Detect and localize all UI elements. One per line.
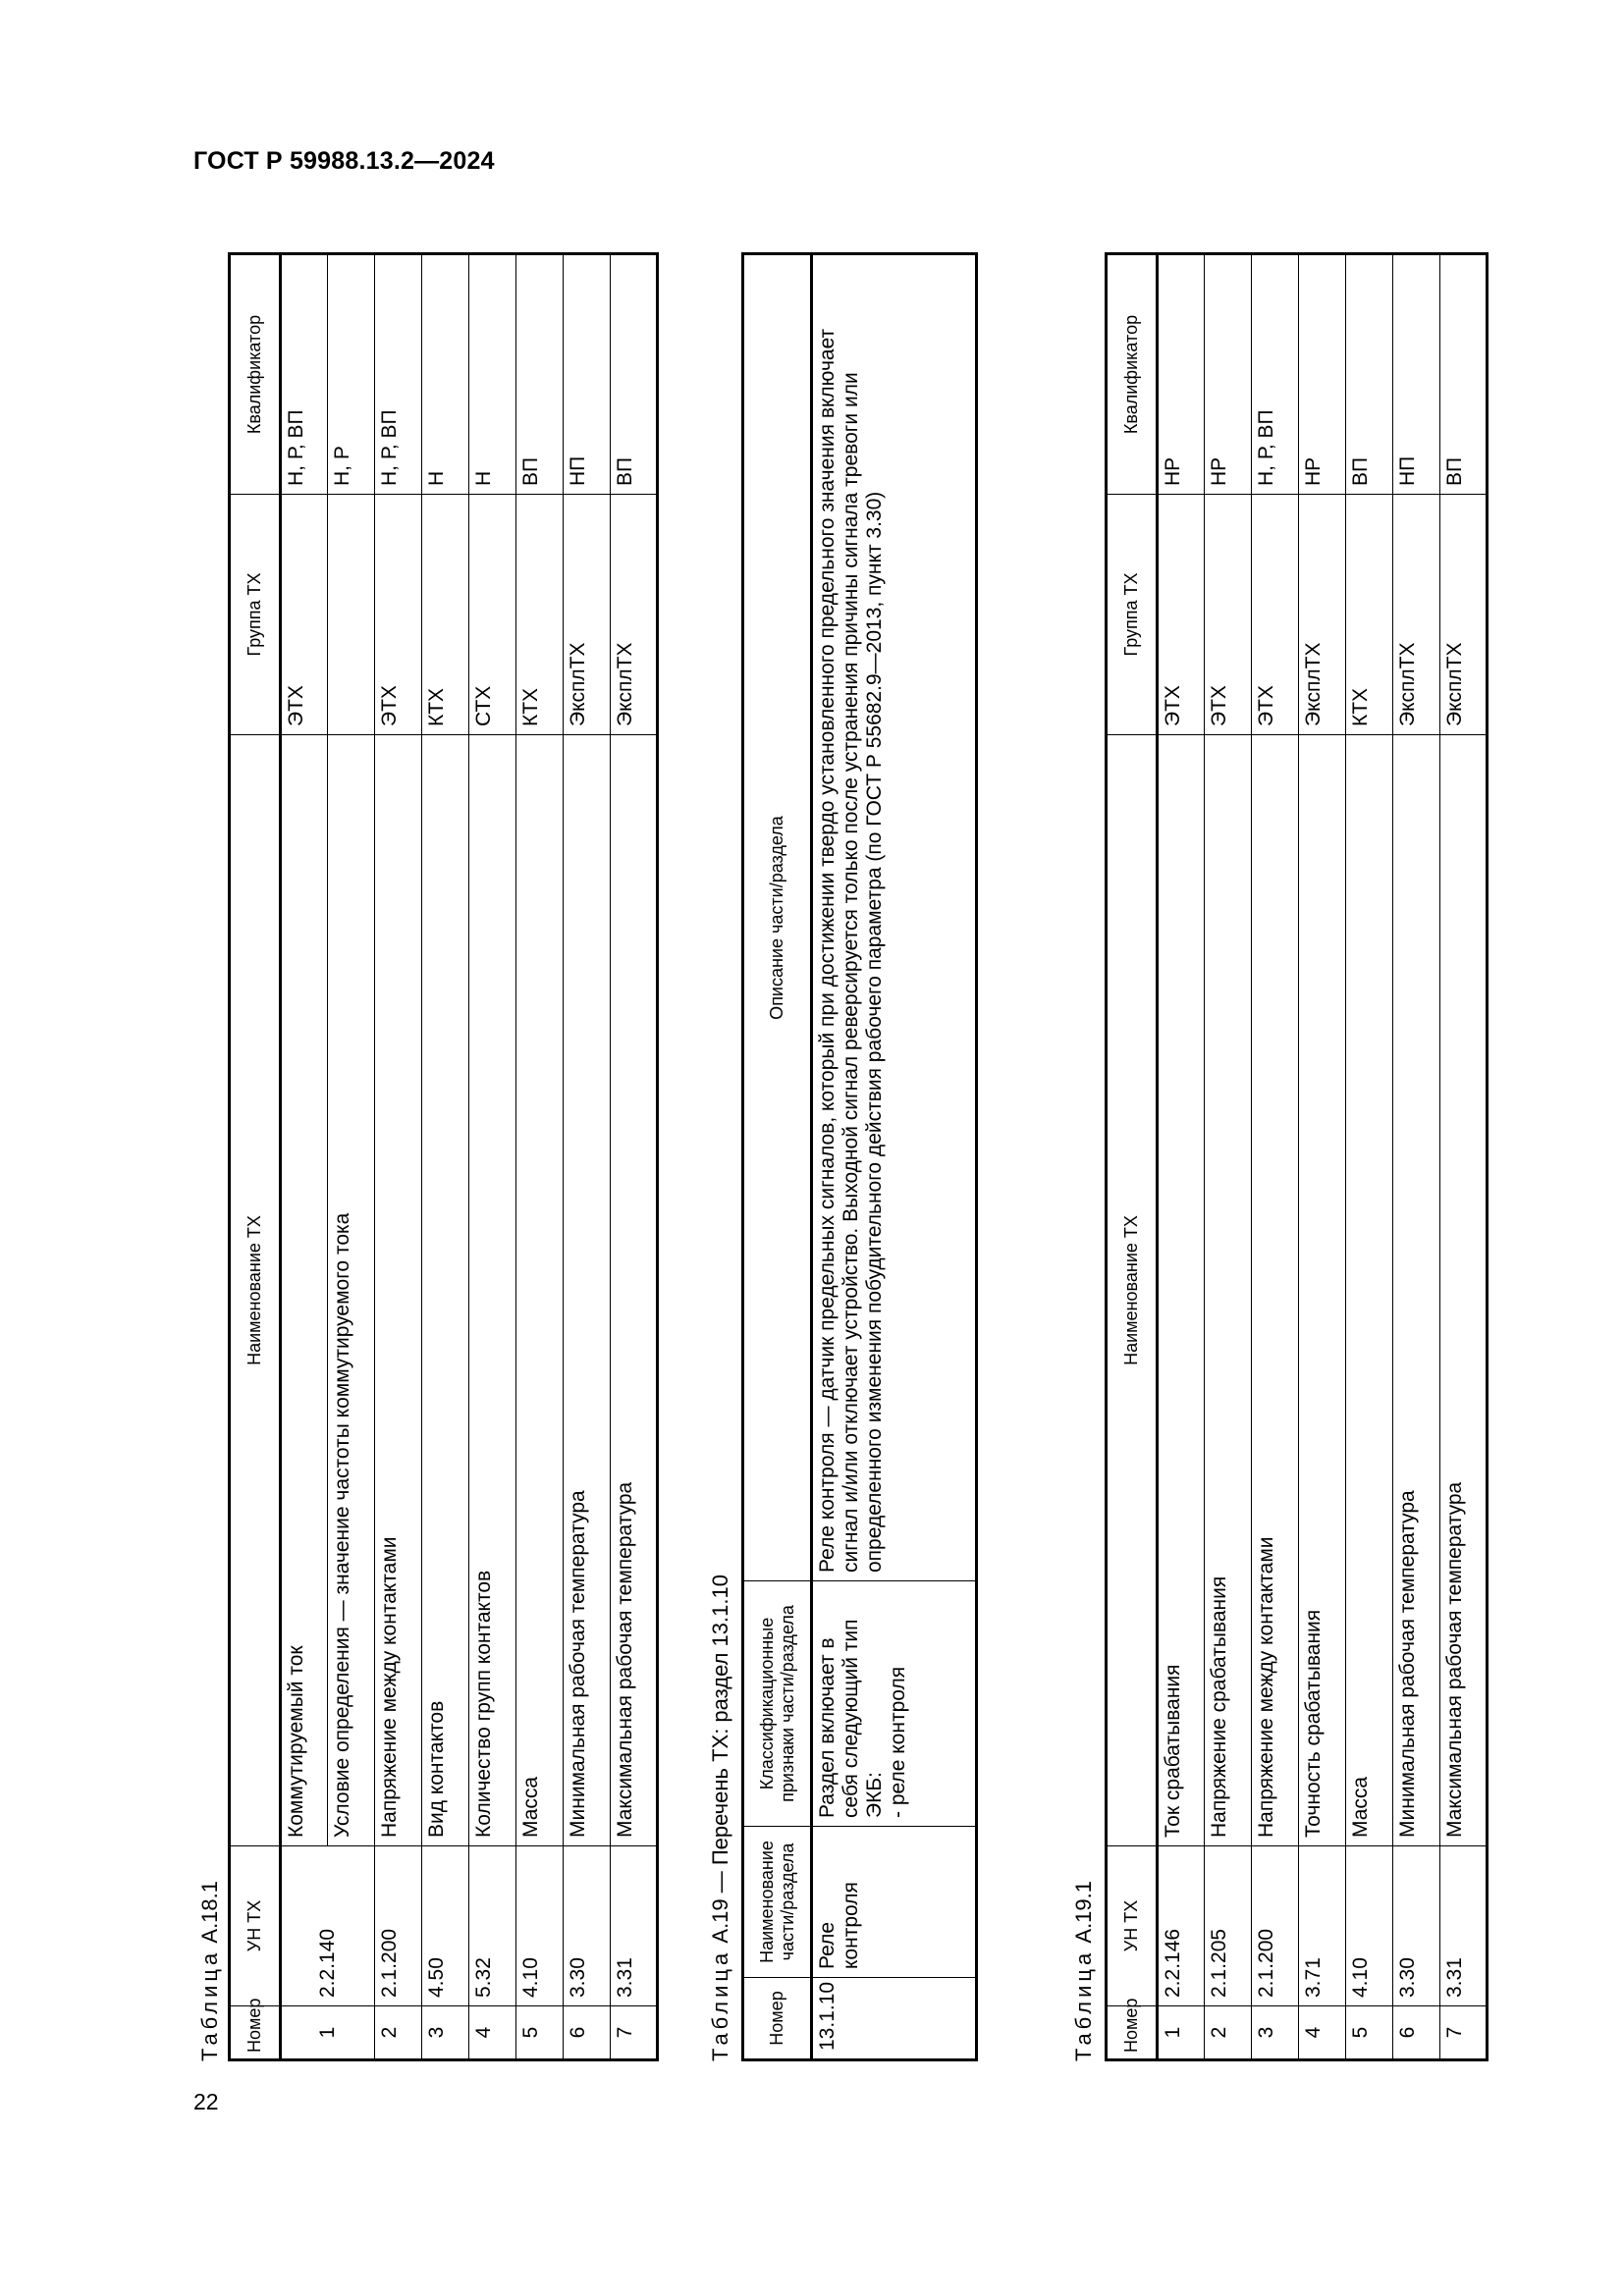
page-number: 22: [193, 2089, 219, 2114]
caption-a19: Таблица А.19 — Перечень ТХ: раздел 13.1.10: [708, 1575, 732, 2061]
header-num: Номер: [230, 2006, 281, 2060]
table-row: 6 3.30 Минимальная рабочая температура ЭксплТХ НП: [1393, 254, 1440, 2060]
header-group: Группа ТХ: [1107, 495, 1158, 735]
header-num: Номер: [1107, 2006, 1158, 2060]
header-code: УН ТХ: [230, 1846, 281, 2006]
table-row: 5 4.10 Масса КТХ ВП: [516, 254, 564, 2060]
table-row: 2 2.1.200 Напряжение между контактами ЭТХ Н, Р, ВП: [375, 254, 422, 2060]
header-description: Описание части/раздела: [743, 254, 812, 1581]
table-row: Условие определения — значение частоты коммутируемого тока Н, Р: [328, 254, 375, 2060]
signs-cell: Раздел включает в себя следующий тип ЭКБ: - реле контроля: [812, 1581, 977, 1827]
table-row: 6 3.30 Минимальная рабочая температура ЭксплТХ НП: [564, 254, 611, 2060]
header-name: Наименование ТХ: [1107, 735, 1158, 1846]
header-group: Группа ТХ: [230, 495, 281, 735]
table-a18-1: [228, 252, 659, 2061]
table-a19-1: [1105, 252, 1489, 2061]
header-num: Номер: [743, 1978, 812, 2060]
header-code: УН ТХ: [1107, 1846, 1158, 2006]
document-code: ГОСТ Р 59988.13.2—2024: [193, 147, 495, 175]
table-row: 4 3.71 Точность срабатывания ЭксплТХ НР: [1299, 254, 1346, 2060]
header-part-name: Наименование части/раздела: [743, 1827, 812, 1978]
table-row: 7 3.31 Максимальная рабочая температура ЭксплТХ ВП: [1440, 254, 1488, 2060]
table-row: 5 4.10 Масса КТХ ВП: [1346, 254, 1393, 2060]
header-qual: Квалификатор: [230, 254, 281, 495]
table-a19: [741, 252, 978, 2061]
table-row: 3 2.1.200 Напряжение между контактами ЭТХ Н, Р, ВП: [1252, 254, 1299, 2060]
table-row: 2 2.1.205 Напряжение срабатывания ЭТХ НР: [1205, 254, 1252, 2060]
table-row: 3 4.50 Вид контактов КТХ Н: [422, 254, 469, 2060]
rotated-content: [196, 226, 1542, 2061]
table-row: 7 3.31 Максимальная рабочая температура ЭксплТХ ВП: [611, 254, 658, 2060]
table-row: 1 2.2.140 Коммутируемый ток ЭТХ Н, Р, ВП: [281, 254, 328, 2060]
header-signs: Классификационные признаки части/раздела: [743, 1581, 812, 1827]
caption-a18-1: Таблица А.18.1: [197, 1881, 222, 2061]
table-row: 13.1.10 Реле контроля Раздел включает в себя следующий тип ЭКБ: - реле контроля Реле контроля — датчик предельных сигналов, который при достижении твердо установленного предельного значения включает сигнал и/или отключает устройство. Выходной сигнал реверсируется только после устранения причины сигнала тревоги или определенного изменения побудительного действия рабочего параметра (по ГОСТ Р 55682.9—2013, пункт 3.30): [812, 254, 977, 2060]
table-row: 4 5.32 Количество групп контактов СТХ Н: [469, 254, 516, 2060]
caption-a19-1: Таблица А.19.1: [1071, 1881, 1096, 2061]
header-name: Наименование ТХ: [230, 735, 281, 1846]
table-row: 1 2.2.146 Ток срабатывания ЭТХ НР: [1158, 254, 1205, 2060]
header-qual: Квалификатор: [1107, 254, 1158, 495]
